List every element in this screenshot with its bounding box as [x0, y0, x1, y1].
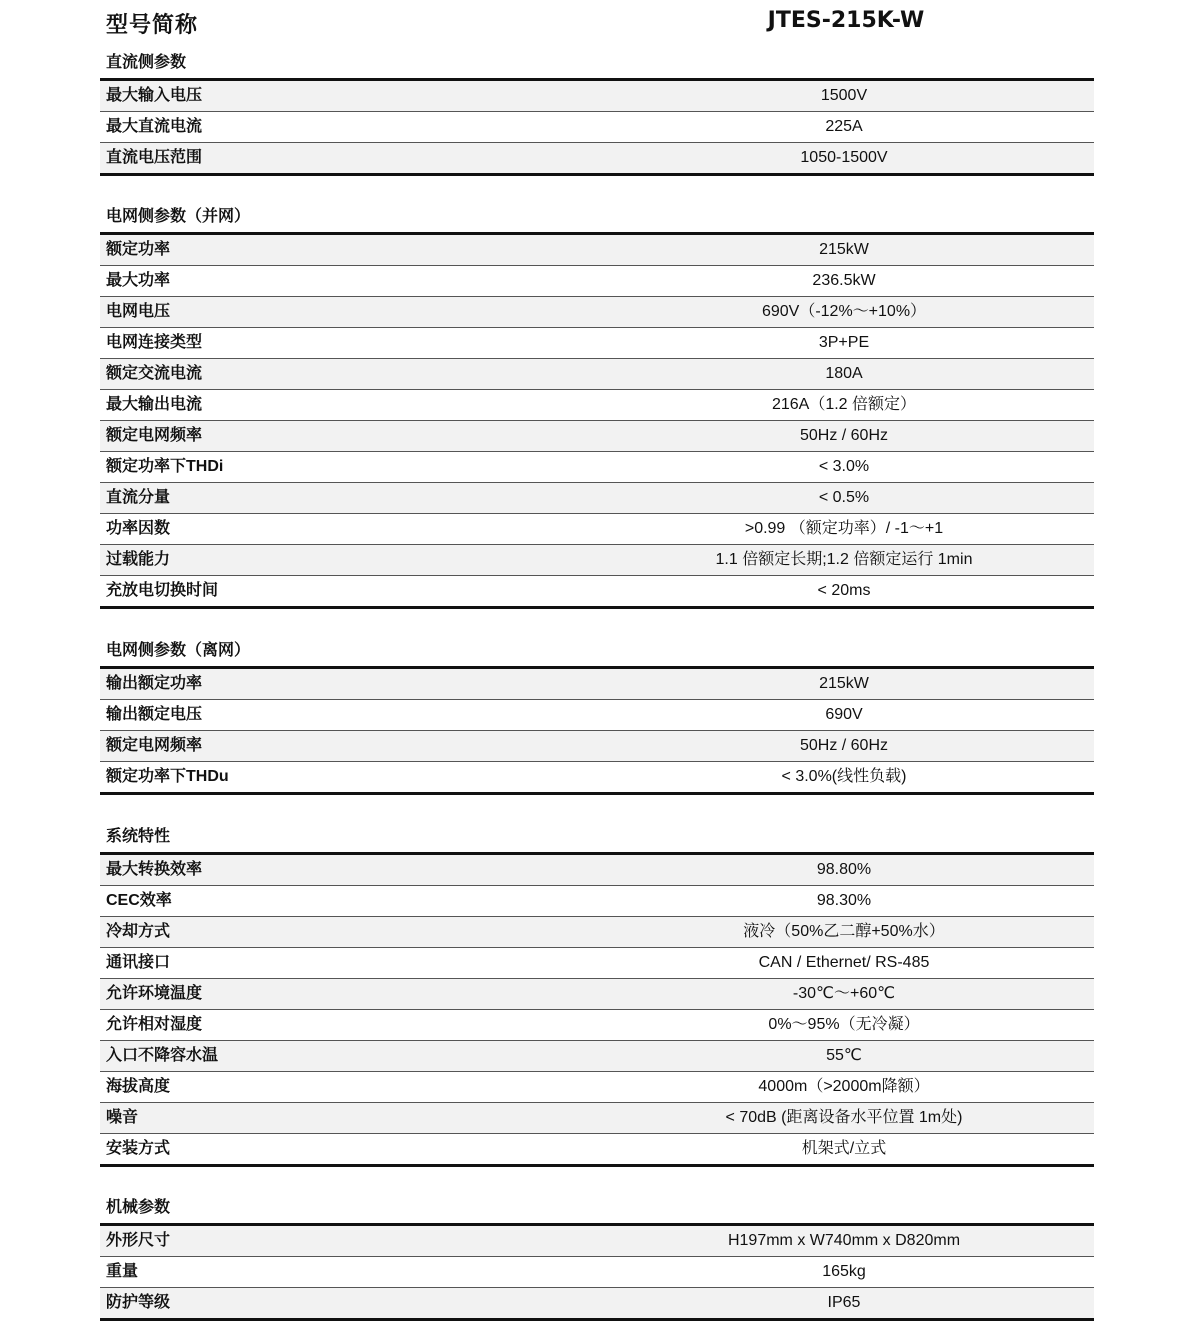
section-dc-parameters	[100, 48, 1094, 176]
section-title: 电网侧参数（离网）	[100, 636, 1094, 669]
spec-rows	[100, 1226, 1094, 1321]
spec-label: 入口不降容水温	[106, 1047, 219, 1064]
spec-label: 额定功率下THDu	[106, 768, 229, 785]
spec-row	[100, 359, 1094, 390]
spec-label: 最大输入电压	[106, 87, 203, 104]
spec-label: 最大功率	[106, 272, 171, 289]
spec-row	[100, 1226, 1094, 1257]
spec-row	[100, 81, 1094, 112]
spec-label: 防护等级	[106, 1294, 171, 1311]
spec-row	[100, 297, 1094, 328]
spec-row	[100, 514, 1094, 545]
spec-label: 最大直流电流	[106, 118, 203, 135]
spec-label: CEC效率	[106, 892, 172, 909]
spec-row	[100, 1257, 1094, 1288]
spec-label: 通讯接口	[106, 954, 171, 971]
spec-label: 额定功率	[106, 241, 171, 258]
spec-value: 液冷（50%乙二醇+50%水）	[743, 923, 945, 940]
spec-value: -30℃～+60℃	[792, 985, 896, 1002]
spec-row	[100, 266, 1094, 297]
spec-label: 噪音	[106, 1109, 139, 1126]
model-label: 型号简称	[106, 12, 199, 37]
spec-rows	[100, 855, 1094, 1167]
spec-row	[100, 143, 1094, 176]
spec-label: 重量	[106, 1263, 139, 1280]
spec-row	[100, 1072, 1094, 1103]
spec-value: 165kg	[822, 1263, 866, 1280]
spec-row	[100, 576, 1094, 609]
spec-value: 180A	[825, 365, 863, 382]
spec-value: 98.80%	[816, 861, 872, 878]
spec-value: 4000m（>2000m降额）	[758, 1078, 930, 1095]
spec-rows	[100, 235, 1094, 609]
spec-row	[100, 545, 1094, 576]
spec-row	[100, 1134, 1094, 1167]
spec-label: 输出额定功率	[106, 675, 203, 692]
spec-value: 225A	[825, 118, 863, 135]
spec-row	[100, 886, 1094, 917]
spec-value: 98.30%	[816, 892, 872, 909]
spec-value: 机架式/立式	[801, 1140, 887, 1157]
spec-value: 216A（1.2 倍额定）	[771, 396, 917, 413]
spec-row	[100, 483, 1094, 514]
spec-value: < 70dB (距离设备水平位置 1m处)	[725, 1109, 963, 1126]
spec-label: 最大转换效率	[106, 861, 203, 878]
spec-row	[100, 1288, 1094, 1321]
spec-value: 55℃	[826, 1047, 862, 1064]
spec-row	[100, 979, 1094, 1010]
spec-row	[100, 731, 1094, 762]
spec-value: < 3.0%(线性负载)	[781, 768, 907, 785]
spec-value: < 3.0%	[818, 458, 870, 475]
section-title: 电网侧参数（并网）	[100, 202, 1094, 235]
spec-label: 电网连接类型	[106, 334, 203, 351]
section-grid-on-grid	[100, 202, 1094, 609]
spec-row	[100, 235, 1094, 266]
section-grid-off-grid	[100, 636, 1094, 795]
spec-label: 额定电网频率	[106, 737, 203, 754]
spec-value: 0%～95%（无冷凝）	[768, 1016, 920, 1033]
spec-label: 充放电切换时间	[106, 582, 219, 599]
spec-row	[100, 762, 1094, 795]
section-title: 系统特性	[100, 822, 1094, 855]
spec-label: 额定交流电流	[106, 365, 203, 382]
spec-value: >0.99 （额定功率）/ -1～+1	[744, 520, 944, 537]
spec-value: IP65	[827, 1294, 861, 1311]
spec-value: 690V	[825, 706, 863, 723]
spec-value: 1.1 倍额定长期;1.2 倍额定运行 1min	[715, 551, 973, 568]
spec-value: 236.5kW	[812, 272, 876, 289]
spec-label: 直流电压范围	[106, 149, 203, 166]
spec-label: 额定电网频率	[106, 427, 203, 444]
spec-row	[100, 328, 1094, 359]
section-title: 机械参数	[100, 1193, 1094, 1226]
spec-label: 过载能力	[106, 551, 171, 568]
spec-value: < 20ms	[817, 582, 871, 599]
spec-value: H197mm x W740mm x D820mm	[727, 1232, 961, 1249]
spec-row	[100, 390, 1094, 421]
spec-row	[100, 917, 1094, 948]
spec-row	[100, 1010, 1094, 1041]
spec-label: 冷却方式	[106, 923, 171, 940]
spec-value: 50Hz / 60Hz	[799, 737, 889, 754]
spec-row	[100, 855, 1094, 886]
spec-row	[100, 452, 1094, 483]
spec-value: CAN / Ethernet/ RS-485	[758, 954, 930, 971]
spec-value: 3P+PE	[818, 334, 870, 351]
spec-row	[100, 1103, 1094, 1134]
spec-label: 允许相对湿度	[106, 1016, 203, 1033]
spec-row	[100, 669, 1094, 700]
spec-row	[100, 1041, 1094, 1072]
spec-value: < 0.5%	[818, 489, 870, 506]
spec-row	[100, 112, 1094, 143]
spec-label: 外形尺寸	[106, 1232, 171, 1249]
model-value: JTES-215K-W	[767, 8, 925, 33]
spec-label: 直流分量	[106, 489, 171, 506]
spec-label: 额定功率下THDi	[106, 458, 224, 475]
spec-label: 电网电压	[106, 303, 171, 320]
section-title: 直流侧参数	[100, 48, 1094, 81]
model-header	[100, 4, 1094, 44]
section-system-characteristics	[100, 822, 1094, 1167]
spec-label: 安装方式	[106, 1140, 171, 1157]
spec-value: 690V（-12%～+10%）	[761, 303, 927, 320]
spec-value: 215kW	[819, 241, 869, 258]
spec-label: 输出额定电压	[106, 706, 203, 723]
spec-label: 最大输出电流	[106, 396, 203, 413]
spec-label: 允许环境温度	[106, 985, 203, 1002]
spec-value: 50Hz / 60Hz	[799, 427, 889, 444]
section-mechanical-parameters	[100, 1193, 1094, 1321]
spec-rows	[100, 669, 1094, 795]
spec-value: 1500V	[820, 87, 868, 104]
spec-label: 功率因数	[106, 520, 171, 537]
spec-value: 1050-1500V	[800, 149, 888, 166]
spec-row	[100, 700, 1094, 731]
spec-label: 海拔高度	[106, 1078, 171, 1095]
spec-rows	[100, 81, 1094, 176]
spec-row	[100, 948, 1094, 979]
spec-row	[100, 421, 1094, 452]
spec-value: 215kW	[819, 675, 869, 692]
